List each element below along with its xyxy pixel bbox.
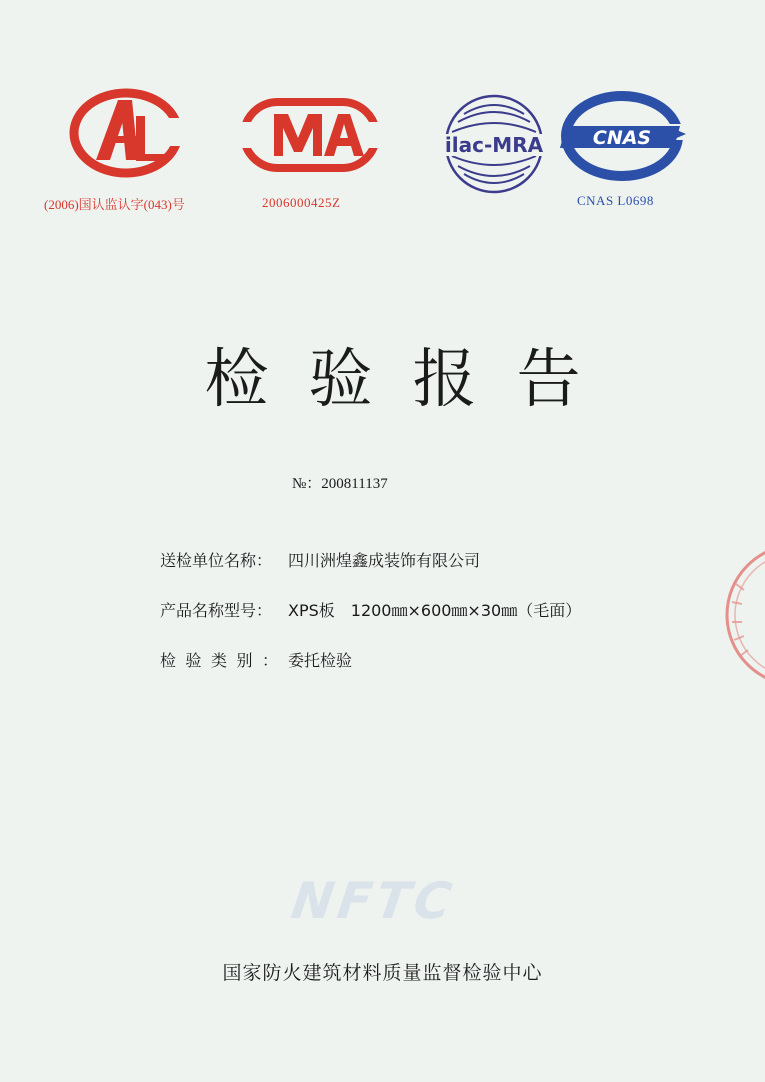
ilac-mra-mark: ilac-MRA [444, 133, 544, 157]
nftc-watermark: NFTC [287, 872, 459, 930]
cal-logo [68, 88, 188, 178]
sender-field [160, 548, 480, 571]
product-value: XPS板 1200㎜×600㎜×30㎜（毛面） [288, 601, 582, 620]
cal-caption: (2006)国认监认字(043)号 [44, 197, 185, 212]
cnas-mark: CNAS [592, 127, 652, 149]
red-seal-stamp-icon [722, 540, 765, 690]
inspection-type-field [160, 648, 352, 671]
report-title: 检验报告 [204, 343, 621, 417]
cma-caption: 2006000425Z [262, 195, 341, 210]
cnas-logo [560, 90, 690, 186]
issuing-organization: 国家防火建筑材料质量监督检验中心 [222, 962, 543, 984]
sender-value: 四川洲煌鑫成装饰有限公司 [288, 551, 481, 570]
product-label: 产品名称型号： [160, 601, 273, 620]
product-field [160, 598, 581, 621]
sender-label: 送检单位名称： [160, 551, 273, 570]
cnas-caption: CNAS L0698 [577, 193, 654, 208]
cma-logo [238, 96, 382, 174]
inspection-type-label: 检验类别： [160, 651, 288, 670]
report-number: №：200811137 [292, 476, 388, 492]
ilac-mra-logo [438, 92, 550, 196]
inspection-type-value: 委托检验 [288, 651, 353, 670]
